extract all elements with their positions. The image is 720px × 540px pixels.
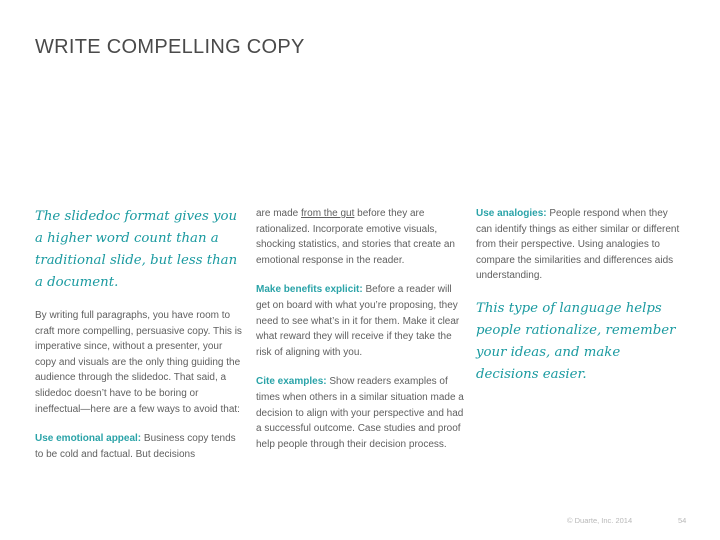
examples-paragraph bbox=[256, 374, 464, 452]
benefits-text: Before a reader will get on board with what you’re proposing, they need to see what’s in it for them. Make it clear what reward they will receive if they take the risk of aligning with you. bbox=[256, 284, 460, 358]
column-1 bbox=[35, 206, 243, 476]
underlined-phrase: from the gut bbox=[301, 208, 355, 219]
column-2 bbox=[256, 206, 464, 466]
emotional-appeal-continued bbox=[256, 206, 464, 268]
continued-text-a: are made bbox=[256, 208, 302, 219]
benefits-heading: Make benefits explicit: bbox=[256, 284, 363, 296]
emotional-appeal-text: Business copy tends to be cold and factual. But decisions bbox=[35, 433, 236, 460]
page-title: WRITE COMPELLING COPY bbox=[35, 36, 305, 58]
continued-text-b: before they are rationalized. Incorporate emotive visuals, shocking statistics, and stories that create an emotional response in the reader. bbox=[256, 208, 455, 266]
emotional-appeal-heading: Use emotional appeal: bbox=[35, 433, 142, 445]
copyright: © Duarte, Inc. 2014 bbox=[567, 516, 633, 525]
column-3 bbox=[476, 206, 684, 400]
emotional-appeal-paragraph bbox=[35, 431, 243, 462]
analogies-heading: Use analogies: bbox=[476, 208, 547, 219]
pull-quote: The slidedoc format gives you a higher word count than a traditional slide, but less than a document. bbox=[35, 209, 238, 290]
analogies-text: People respond when they can identify things as either similar or different from their perspective. Using analogies to compare the similarities and differences aids understanding. bbox=[476, 208, 680, 282]
page-number: 54 bbox=[678, 516, 687, 525]
closing-pull-quote: This type of language helps people rationalize, remember your ideas, and make decisions easier. bbox=[476, 300, 676, 382]
examples-heading: Cite examples: bbox=[256, 376, 327, 388]
intro-paragraph: By writing full paragraphs, you have room to craft more compelling, persuasive copy. This is imperative since, without a presenter, your copy and visuals are the only thing guiding the audience through the slidedoc. That said, a slidedoc doesn’t have to be boring or ineffectual—here are a few ways to avoid that: bbox=[35, 310, 242, 415]
benefits-paragraph bbox=[256, 282, 464, 360]
examples-text: Show readers examples of times when others in a similar situation made a decision to align with your perspective and had a successful outcome. Case studies and proof help people through their decision process. bbox=[256, 376, 464, 450]
analogies-paragraph bbox=[476, 206, 684, 284]
